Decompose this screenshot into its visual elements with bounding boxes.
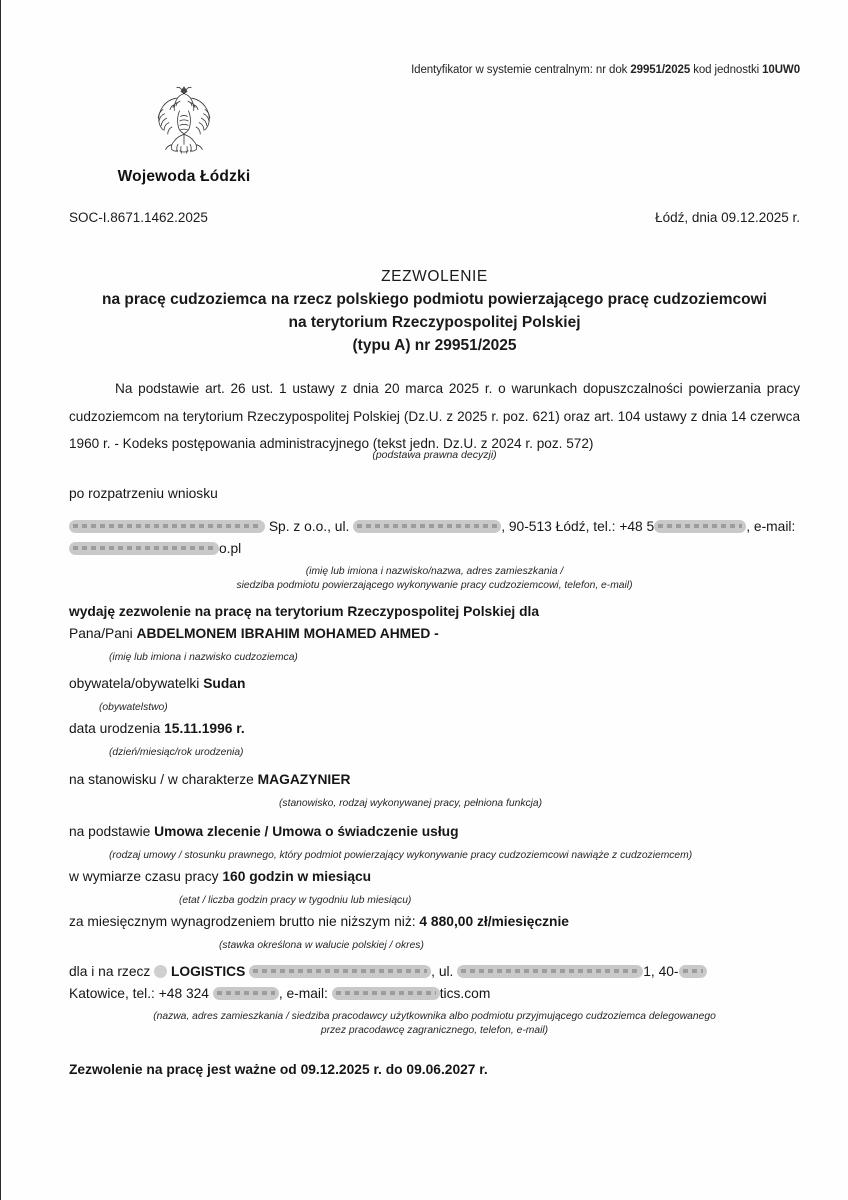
position-note: (stanowisko, rodzaj wykonywanej pracy, pełniona funkcja) xyxy=(279,798,543,810)
permit-person-line xyxy=(69,623,800,645)
user-employer-city-prefix: Katowice, tel.: +48 324 xyxy=(69,986,213,1002)
employer-legal-form: Sp. z o.o., ul. xyxy=(265,519,354,534)
user-employer-line-1 xyxy=(69,961,800,983)
validity-line xyxy=(69,1059,800,1081)
permit-grant-line: wydaję zezwolenie na pracę na terytorium Rzeczypospolitej Polskiej dla xyxy=(69,604,540,619)
application-intro: po rozpatrzeniu wniosku xyxy=(69,486,218,501)
birth-date-line xyxy=(69,718,800,740)
identifier-unit-code: 10UW0 xyxy=(762,64,800,76)
contract-block xyxy=(69,821,800,864)
citizenship-value: Sudan xyxy=(203,676,246,691)
redacted-user-employer-phone xyxy=(213,987,279,1000)
position-label: na stanowisku / w charakterze xyxy=(69,772,258,787)
birth-date-label: data urodzenia xyxy=(69,721,165,736)
title-line-1: ZEZWOLENIE xyxy=(381,268,488,285)
citizenship-note: (obywatelstwo) xyxy=(99,702,168,714)
user-employer-note-line-1: (nazwa, adres zamieszkania / siedziba pracodawcy użytkownika albo podmiotu przyjmującego cudzoziemca delegowanego xyxy=(153,1010,716,1022)
employer-note-line-2: siedziba podmiotu powierzającego wykonywanie pracy cudzoziemcowi, telefon, e-mail) xyxy=(236,580,633,592)
legal-basis-note: (podstawa prawna decyzji) xyxy=(372,449,497,461)
user-employer-line-2 xyxy=(69,983,800,1005)
redacted-employer-email xyxy=(69,542,219,555)
redacted-user-employer-initial xyxy=(154,965,167,978)
salary-label: za miesięcznym wynagrodzeniem brutto nie niższym niż: xyxy=(69,914,420,929)
user-employer-email-suffix: tics.com xyxy=(439,986,491,1002)
redacted-employer-phone xyxy=(654,520,746,533)
identifier-document-number: 29951/2025 xyxy=(630,64,691,76)
contract-note: (rodzaj umowy / stosunku prawnego, który podmiot powierzający wykonywanie pracy cudzoziemcowi nawiąże z cudzoziemcem) xyxy=(109,850,693,862)
redacted-user-employer-name-rest xyxy=(249,965,431,978)
reference-number: SOC-I.8671.1462.2025 xyxy=(69,210,208,225)
validity-date-from: 09.12.2025 r. xyxy=(300,1062,382,1077)
user-employer-street-number: 1, 40- xyxy=(643,964,679,979)
redacted-user-employer-email xyxy=(332,987,440,1000)
identifier-mid: kod jednostki xyxy=(690,64,763,76)
authority-name: Wojewoda Łódzki xyxy=(117,168,251,185)
citizenship-block xyxy=(69,673,800,716)
contract-label: na podstawie xyxy=(69,824,155,839)
user-employer-note-line-2: przez pracodawcę zagranicznego, telefon, e-mail) xyxy=(320,1025,549,1037)
redacted-employer-name xyxy=(69,520,265,533)
working-hours-line xyxy=(69,866,800,888)
employer-email-suffix: o.pl xyxy=(219,541,242,557)
working-hours-value: 160 godzin w miesiącu xyxy=(222,869,372,884)
person-prefix: Pana/Pani xyxy=(69,626,137,642)
permit-grant-block xyxy=(69,601,800,665)
polish-eagle-emblem-icon xyxy=(147,82,221,160)
contract-line xyxy=(69,821,800,843)
contract-value: Umowa zlecenie / Umowa o świadczenie usług xyxy=(154,824,459,839)
document-title-block xyxy=(69,266,800,358)
validity-block xyxy=(69,1059,800,1081)
working-hours-label: w wymiarze czasu pracy xyxy=(69,869,223,884)
validity-date-to: 09.06.2027 r. xyxy=(406,1062,488,1077)
validity-prefix: Zezwolenie na pracę jest ważne od xyxy=(69,1062,301,1077)
working-hours-block xyxy=(69,866,800,909)
employer-line-1 xyxy=(69,516,800,538)
salary-value: 4 880,00 zł/miesięcznie xyxy=(419,914,569,929)
redacted-employer-street xyxy=(353,520,501,533)
identifier-prefix: Identyfikator w systemie centralnym: nr dok xyxy=(411,64,631,76)
legal-basis-paragraph: Na podstawie art. 26 ust. 1 ustawy z dnia 20 marca 2025 r. o warunkach dopuszczalności powierzania pracy cudzoziemcom na terytorium Rzeczypospolitej Polskiej (Dz.U. z 2025 r. poz. 621) oraz art. 104 ustawy z dnia 14 czerwca 1960 r. - Kodeks postępowania administracyjnego (tekst jedn. Dz.U. z 2024 r. poz. 572) xyxy=(69,381,800,452)
central-system-identifier xyxy=(411,64,800,76)
user-employer-name: LOGISTICS xyxy=(167,964,250,979)
position-block xyxy=(69,769,800,812)
birth-date-value: 15.11.1996 r. xyxy=(164,721,245,736)
position-line xyxy=(69,769,800,791)
user-employer-block xyxy=(69,961,800,1039)
employer-email-label: , e-mail: xyxy=(746,519,796,534)
place-and-date: Łódź, dnia 09.12.2025 r. xyxy=(655,210,800,225)
application-intro-block xyxy=(69,483,800,505)
citizenship-label: obywatela/obywatelki xyxy=(69,676,204,691)
salary-block xyxy=(69,911,800,954)
position-value: MAGAZYNIER xyxy=(257,772,351,787)
employer-city: , 90-513 Łódź, tel.: +48 5 xyxy=(501,519,655,534)
salary-note: (stawka określona w walucie polskiej / okres) xyxy=(219,940,424,952)
reference-and-date-row xyxy=(69,210,800,225)
user-employer-email-label: , e-mail: xyxy=(278,986,332,1002)
title-line-4: (typu A) nr 29951/2025 xyxy=(352,336,517,354)
birth-date-block xyxy=(69,718,800,761)
redacted-user-employer-postal-code xyxy=(679,965,707,978)
user-employer-address-mid: , ul. xyxy=(431,964,458,979)
employer-line-2 xyxy=(69,538,800,560)
title-line-3: na terytorium Rzeczypospolitej Polskiej xyxy=(288,313,581,331)
employer-note-line-1: (imię lub imiona i nazwisko/nazwa, adres zamieszkania / xyxy=(305,565,564,577)
authority-block xyxy=(69,82,299,186)
working-hours-note: (etat / liczba godzin pracy w tygodniu lub miesiącu) xyxy=(179,895,412,907)
employer-block xyxy=(69,516,800,594)
validity-mid: do xyxy=(381,1062,407,1077)
citizenship-line xyxy=(69,673,800,695)
foreigner-name: ABDELMONEM IBRAHIM MOHAMED AHMED - xyxy=(136,626,439,642)
user-employer-prefix: dla i na rzecz xyxy=(69,964,155,979)
person-note: (imię lub imiona i nazwisko cudzoziemca) xyxy=(109,651,298,663)
birth-date-note: (dzień/miesiąc/rok urodzenia) xyxy=(109,747,244,759)
title-line-2: na pracę cudzoziemca na rzecz polskiego podmiotu powierzającego pracę cudzoziemcowi xyxy=(102,290,767,308)
salary-line xyxy=(69,911,800,933)
redacted-user-employer-street xyxy=(457,965,643,978)
